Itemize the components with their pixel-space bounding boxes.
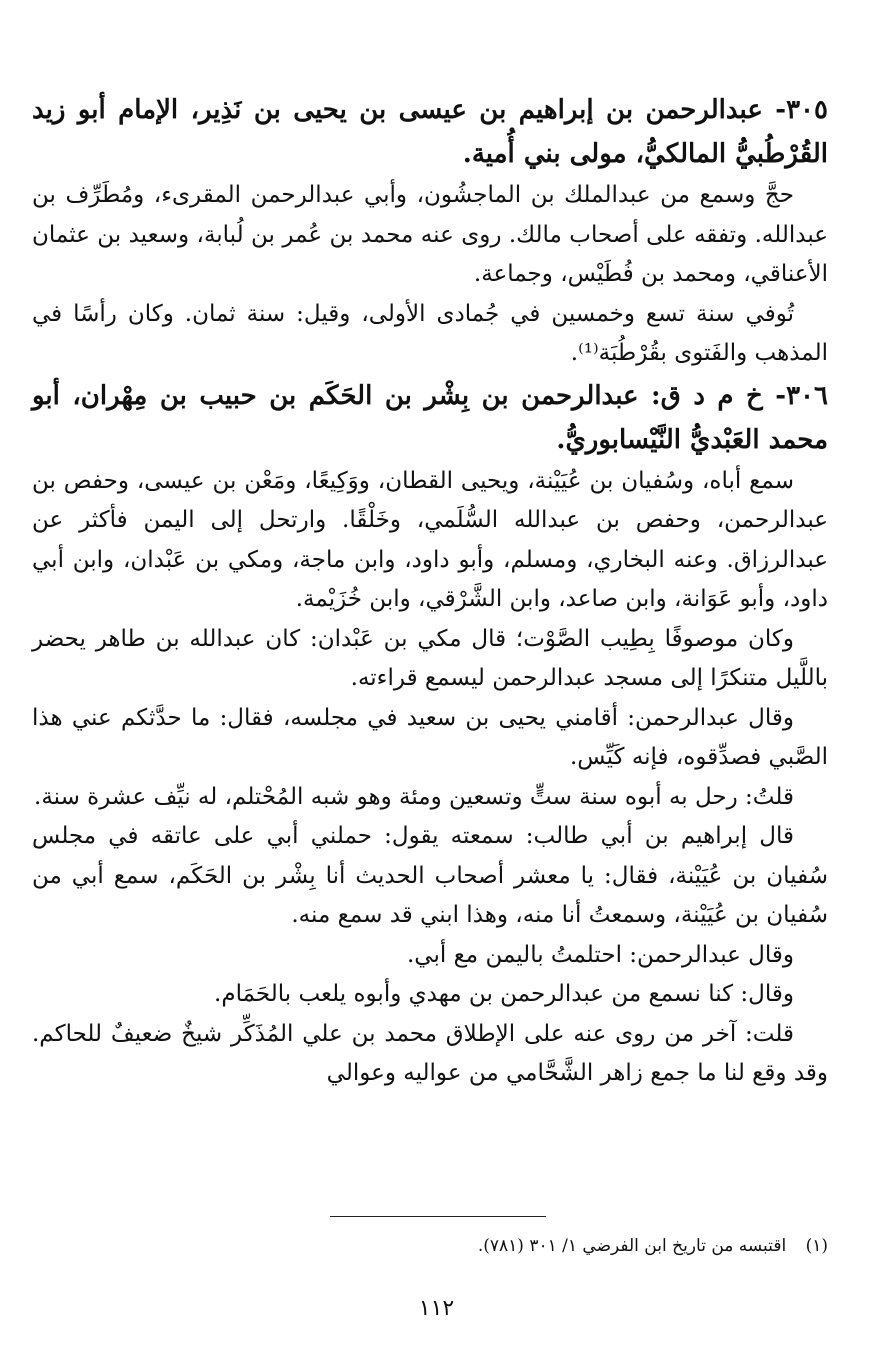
entry-paragraph: قلت: آخر من روى عنه على الإطلاق محمد بن علي المُذَكِّر شيخٌ ضعيفٌ للحاكم. وقد وقع لنا ما جمع زاهر الشَّحَّامي من عواليه وعوالي <box>32 1020 828 1086</box>
entry-305 <box>32 88 828 374</box>
entry-paragraph: سمع أباه، وسُفيان بن عُيَيْنة، ويحيى القطان، ووَكِيعًا، ومَعْن بن عيسى، وحفص بن عبدالرحمن، وحفص بن عبدالله السُّلَمي، وخَلْقًا. وارتحل إلى اليمن فأكثر عن عبدالرزاق. وعنه البخاري، ومسلم، وأبو داود، وابن ماجة، ومكي بن عَبْدان، وابن أبي داود، وأبو عَوَانة، وابن صاعد، وابن الشَّرْقي، وابن خُزَيْمة. <box>32 467 828 612</box>
entry-paragraph: وقال عبدالرحمن: أقامني يحيى بن سعيد في مجلسه، فقال: ما حدَّثكم عني هذا الصَّبي فصدِّقوه، فإنه كَيِّس. <box>32 704 828 770</box>
entry-paragraph: قلتُ: رحل به أبوه سنة ستٍّ وتسعين ومئة وهو شبه المُحْتلم، له نيِّف عشرة سنة. <box>34 783 794 810</box>
entry-paragraph: وقال عبدالرحمن: احتلمتُ باليمن مع أبي. <box>406 941 794 968</box>
entry-paragraph: حجَّ وسمع من عبدالملك بن الماجشُون، وأبي عبدالرحمن المقرىء، ومُطَرِّف بن عبدالله. وتفقه على أصحاب مالك. روى عنه محمد بن عُمر بن لُبابة، وسعيد بن عثمان الأعناقي، ومحمد بن فُطَيْس، وجماعة. <box>32 182 828 287</box>
entry-paragraph: وقال: كنا نسمع من عبدالرحمن بن مهدي وأبوه يلعب بالحَمَام. <box>214 981 794 1007</box>
footnote-number: (١) <box>805 1236 828 1256</box>
footnote-text: اقتبسه من تاريخ ابن الفرضي ١/ ٣٠١ (٧٨١). <box>477 1236 787 1256</box>
entry-paragraph: قال إبراهيم بن أبي طالب: سمعته يقول: حملني أبي على عاتقه في مجلس سُفيان بن عُيَيْنة، فقال: يا معشر أصحاب الحديث أنا بِشْر بن الحَكَم، سمع أبي من سُفيان بن عُيَيْنة، وسمعتُ أنا منه، وهذا ابني قد سمع منه. <box>32 823 828 928</box>
entry-paragraph: تُوفي سنة تسع وخمسين في جُمادى الأولى، وقيل: سنة ثمان. وكان رأسًا في المذهب والفَتوى بقُرْطُبَة⁽¹⁾. <box>32 300 828 366</box>
footnote <box>32 1232 828 1260</box>
entry-heading: ٣٠٦- خ م د ق: عبدالرحمن بن بِشْر بن الحَكَم بن حبيب بن مِهْران، أبو محمد العَبْديُّ النَّيْسابوريُّ. <box>32 380 828 455</box>
page-number: ١١٢ <box>418 1296 455 1321</box>
footnote-divider <box>330 1216 546 1217</box>
entry-306 <box>32 374 828 1094</box>
entry-paragraph: وكان موصوفًا بِطِيب الصَّوْت؛ قال مكي بن عَبْدان: كان عبدالله بن طاهر يحضر باللَّيل متنكرًا إلى مسجد عبدالرحمن ليسمع قراءته. <box>32 625 828 691</box>
entry-heading: ٣٠٥- عبدالرحمن بن إبراهيم بن عيسى بن يحيى بن نَذِير، الإمام أبو زيد القُرْطُبيُّ المالكيُّ، مولى بني أُمية. <box>32 95 828 169</box>
page-body <box>32 88 828 1094</box>
